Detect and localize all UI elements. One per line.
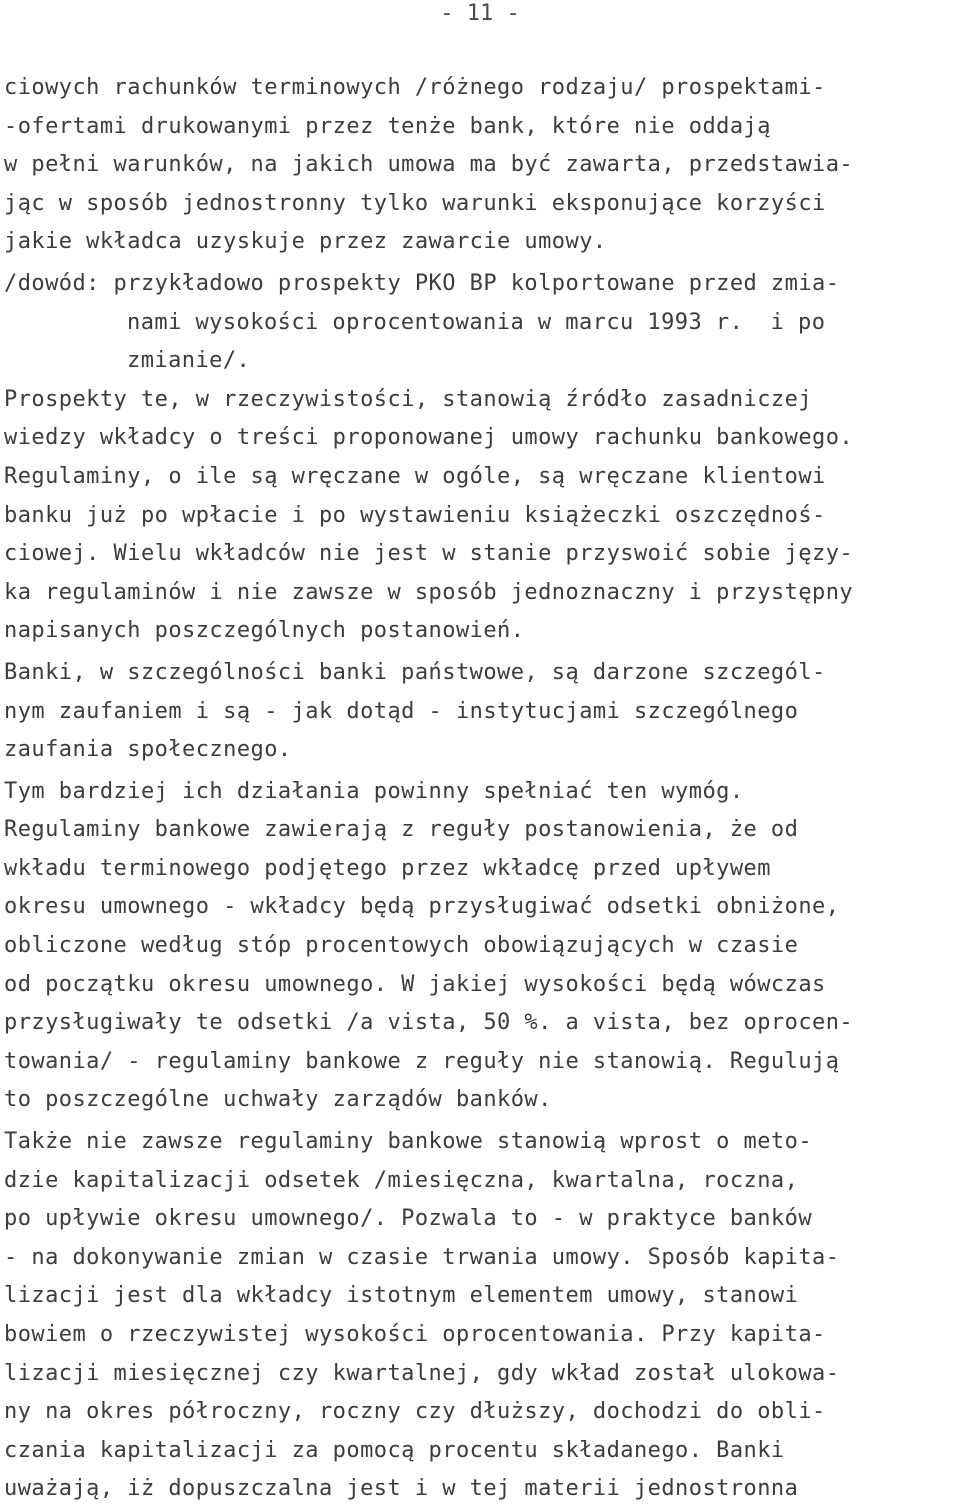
text-line: - na dokonywanie zmian w czasie trwania umowy. Sposób kapita-	[4, 1244, 840, 1270]
text-line: ka regulaminów i nie zawsze w sposób jednoznaczny i przystępny	[4, 579, 854, 605]
text-line: bowiem o rzeczywistej wysokości oprocentowania. Przy kapita-	[4, 1322, 826, 1347]
text-line: od początku okresu umownego. W jakiej wysokości będą wówczas	[4, 971, 826, 997]
text-line: okresu umownego - wkładcy będą przysługiwać odsetki obniżone,	[4, 894, 840, 920]
text-line: ciowych rachunków terminowych /różnego rodzaju/ prospektami-	[4, 75, 826, 100]
document-body	[4, 69, 954, 1509]
text-line: lizacji miesięcznej czy kwartalnej, gdy wkład został ulokowa-	[4, 1360, 840, 1386]
text-line: Banki, w szczególności banki państwowe, są darzone szczegól-	[4, 659, 826, 685]
text-line: wiedzy wkładcy o treści proponowanej umowy rachunku bankowego.	[4, 425, 854, 451]
text-line: towania/ - regulaminy bankowe z reguły nie stanowią. Regulują	[4, 1048, 840, 1074]
text-line: nami wysokości oprocentowania w marcu 1993 r. i po	[127, 309, 826, 335]
text-line: /dowód: przykładowo prospekty PKO BP kolportowane przed zmia-	[4, 270, 840, 296]
text-line: banku już po wpłacie i po wystawieniu książeczki oszczędnoś-	[4, 502, 826, 528]
text-line: jakie wkładca uzyskuje przez zawarcie umowy.	[4, 229, 607, 255]
text-line: po upływie okresu umownego/. Pozwala to - w praktyce banków	[4, 1206, 813, 1232]
text-line: jąc w sposób jednostronny tylko warunki eksponujące korzyści	[4, 190, 826, 216]
text-line: nym zaufaniem i są - jak dotąd - instytucjami szczególnego	[4, 698, 799, 724]
text-line: zmianie/.	[127, 348, 251, 374]
text-line: w pełni warunków, na jakich umowa ma być zawarta, przedstawia-	[4, 152, 854, 178]
text-line: ciowej. Wielu wkładców nie jest w stanie przyswoić sobie języ-	[4, 541, 854, 567]
text-line: Tym bardziej ich działania powinny spełniać ten wymóg.	[4, 778, 744, 804]
text-line: Prospekty te, w rzeczywistości, stanowią źródło zasadniczej	[4, 386, 813, 412]
text-line: Regulaminy bankowe zawierają z reguły postanowienia, że od	[4, 817, 799, 843]
text-line: ny na okres półroczny, roczny czy dłuższy, dochodzi do obli-	[4, 1399, 826, 1425]
text-line: uważają, iż dopuszczalna jest i w tej materii jednostronna	[4, 1476, 799, 1502]
text-line: Także nie zawsze regulaminy bankowe stanowią wprost o meto-	[4, 1129, 813, 1155]
text-line: zaufania społecznego.	[4, 737, 292, 763]
page-number: - 11 -	[440, 1, 520, 26]
text-line: lizacji jest dla wkładcy istotnym elementem umowy, stanowi	[4, 1283, 799, 1309]
text-line: dzie kapitalizacji odsetek /miesięczna, kwartalna, roczna,	[4, 1167, 799, 1193]
text-line: -ofertami drukowanymi przez tenże bank, które nie oddają	[4, 113, 771, 139]
text-line: obliczone według stóp procentowych obowiązujących w czasie	[4, 933, 799, 959]
text-line: przysługiwały te odsetki /a vista, 50 %. a vista, bez oprocen-	[4, 1010, 854, 1036]
text-line: Regulaminy, o ile są wręczane w ogóle, są wręczane klientowi	[4, 463, 826, 489]
text-line: czania kapitalizacji za pomocą procentu składanego. Banki	[4, 1437, 785, 1463]
text-line: napisanych poszczególnych postanowień.	[4, 618, 525, 644]
text-line: to poszczególne uchwały zarządów banków.	[4, 1087, 552, 1113]
text-line: wkładu terminowego podjętego przez wkładcę przed upływem	[4, 855, 771, 881]
